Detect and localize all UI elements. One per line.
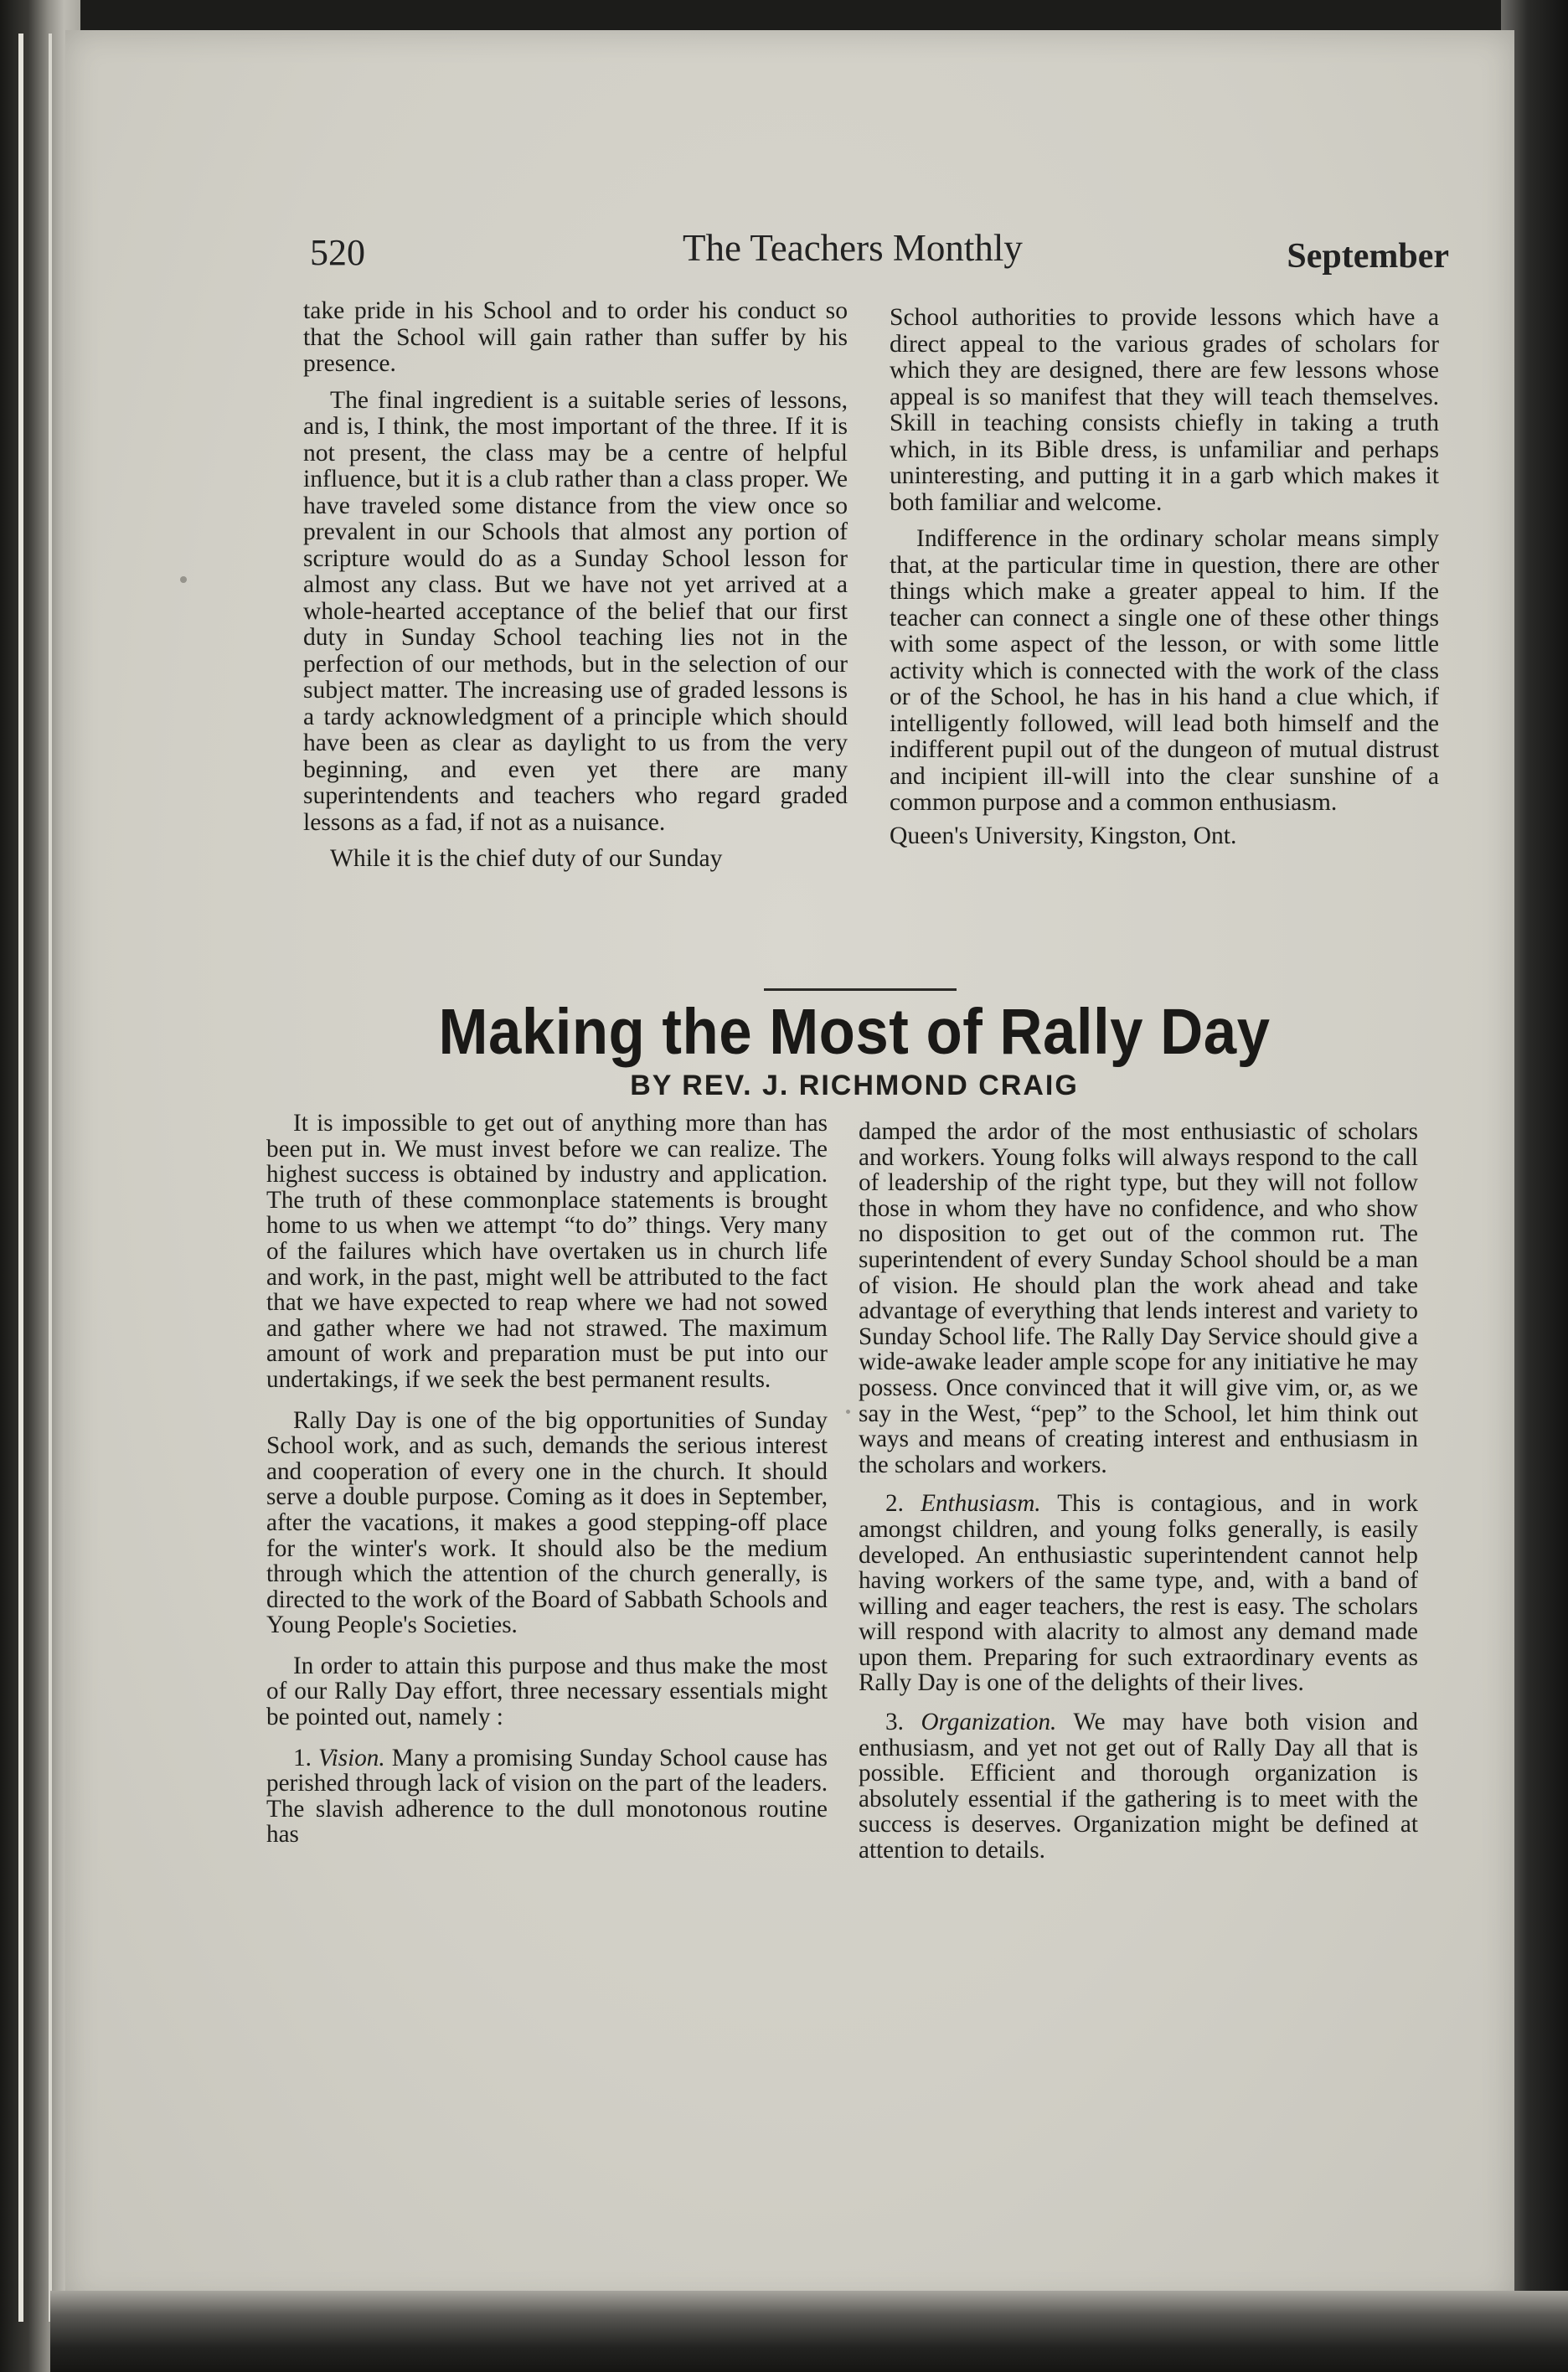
point-number: 1. (293, 1744, 312, 1771)
running-head (310, 226, 1449, 285)
binding-rule (18, 34, 23, 2322)
paragraph: Indifference in the ordinary scholar means simply that, at the particular time in question, there are other things which make a greater appeal to him. If the teacher can connect a single one of these other things with some aspect of the lesson, or with some little activity which is connected with the work of the class or of the School, he has in his hand a clue which, if intelligently followed, will lead both himself and the indifferent pupil out of the dungeon of mutual distrust and incipient ill-will into the clear sunshine of a common purpose and a common enthusiasm. (890, 525, 1439, 816)
point-text: We may have both vision and enthusiasm, and yet not get out of Rally Day all that is possible. Efficient and thorough organization is absolutely essential if the gathering is to meet with the success is deserves. Organization might be defined at attention to details. (859, 1709, 1419, 1864)
point-number: 3. (885, 1709, 904, 1736)
point-heading: Enthusiasm. (921, 1490, 1041, 1518)
point-vision (266, 1745, 828, 1848)
point-text: This is contagious, and in work amongst children, and young folks generally, is easily developed. An enthusiastic superintendent cannot help having workers of the same type, and, with a band of willing and eager teachers, the rest is easy. The scholars will respond with alacrity to almost any demand made upon them. Preparing for such extraordinary events as Rally Day is one of the delights of their lives. (859, 1490, 1418, 1697)
article-title: Making the Most of Rally Day (438, 996, 1271, 1068)
author-affiliation: Queen's University, Kingston, Ont. (890, 822, 1237, 849)
paragraph: School authorities to provide lessons which have a direct appeal to the various grades of scholars for which they are designed, there are few lessons whose appeal is so manifest that they will teach themselves. Skill in teaching consists chiefly in taking a truth which, in its Bible dress, is unfamiliar and perhaps uninteresting, and putting it in a garb which makes it both familiar and welcome. (890, 304, 1439, 516)
paragraph: take pride in his School and to order his conduct so that the School will gain rather than suffer by his presence. (303, 297, 848, 377)
article-right-column (859, 1119, 1418, 1864)
point-text: Many a promising Sunday School cause has perished through lack of vision on the part of the leaders. The slavish adherence to the dull monotonous routine has (266, 1744, 828, 1849)
ink-speck (180, 576, 187, 583)
point-heading: Vision. (317, 1744, 385, 1771)
article-byline: BY REV. J. RICHMOND CRAIG (630, 1070, 1079, 1101)
point-heading: Organization. (921, 1709, 1057, 1736)
journal-title: The Teachers Monthly (683, 227, 1023, 269)
paragraph: The final ingredient is a suitable series of lessons, and is, I think, the most important of the three. If it is not present, the class may be a centre of helpful influence, but it is a club rather than a class proper. We have traveled some distance from the view once so prevalent in our Schools that almost any portion of scripture would do as a Sunday School lesson for almost any class. But we have not yet arrived at a whole-hearted acceptance of the belief that our first duty in Sunday School teaching lies not in the perfection of our methods, but in the selection of our subject matter. The increasing use of graded lessons is a tardy acknowledgment of a principle which should have been as clear as daylight to us from the very beginning, and even yet there are many superintendents and teachers who regard graded lessons as a fad, if not as a nuisance. (303, 386, 848, 836)
point-organization (859, 1709, 1418, 1864)
scan-bottom-edge (50, 2291, 1568, 2372)
paragraph: Rally Day is one of the big opportunities of Sunday School work, and as such, demands the serious interest and cooperation of every one in the church. It should serve a double purpose. Coming as it does in September, after the vacations, it makes a good stepping-off place for the winter's work. It should also be the medium through which the attention of the church generally, is directed to the work of the Board of Sabbath Schools and Young People's Societies. (266, 1406, 828, 1639)
section-divider (764, 988, 957, 991)
previous-article-left-column (303, 298, 848, 873)
paragraph: It is impossible to get out of anything more than has been put in. We must invest before we can realize. The highest success is obtained by industry and application. The truth of these commonplace statements is brought home to us when we attempt “to do” things. Very many of the failures which have overtaken us in church life and work, in the past, might well be attributed to the fact that we have expected to reap where we had not sowed and gather where we had not strawed. The maximum amount of work and preparation must be put into our undertakings, if we seek the best permanent results. (266, 1110, 828, 1393)
binding-rule (49, 34, 52, 2322)
ink-speck (846, 1410, 850, 1414)
page-number: 520 (310, 232, 365, 273)
paragraph: In order to attain this purpose and thus make the most of our Rally Day effort, three necessary essentials might be pointed out, namely : (266, 1652, 828, 1731)
issue-month: September (1287, 237, 1449, 276)
point-enthusiasm (859, 1491, 1418, 1696)
paragraph: damped the ardor of the most enthusiastic of scholars and workers. Young folks will always respond to the call of leadership of the right type, but they will not follow those in whom they have no confidence, and who show no disposition to get out of the common rut. The superintendent of every Sunday School should be a man of vision. He should plan the work ahead and take advantage of everything that lends interest and variety to Sunday School life. The Rally Day Service should give a wide-awake leader ample scope for any initiative he may possess. Once convinced that it will give vim, or, as we say in the West, “pep” to the School, let him think out ways and means of creating interest and enthusiasm in the scholars and workers. (859, 1118, 1418, 1478)
article-left-column (266, 1111, 828, 1848)
paragraph: While it is the chief duty of our Sunday (330, 845, 723, 872)
previous-article-right-column (890, 305, 1439, 849)
point-number: 2. (885, 1490, 904, 1518)
